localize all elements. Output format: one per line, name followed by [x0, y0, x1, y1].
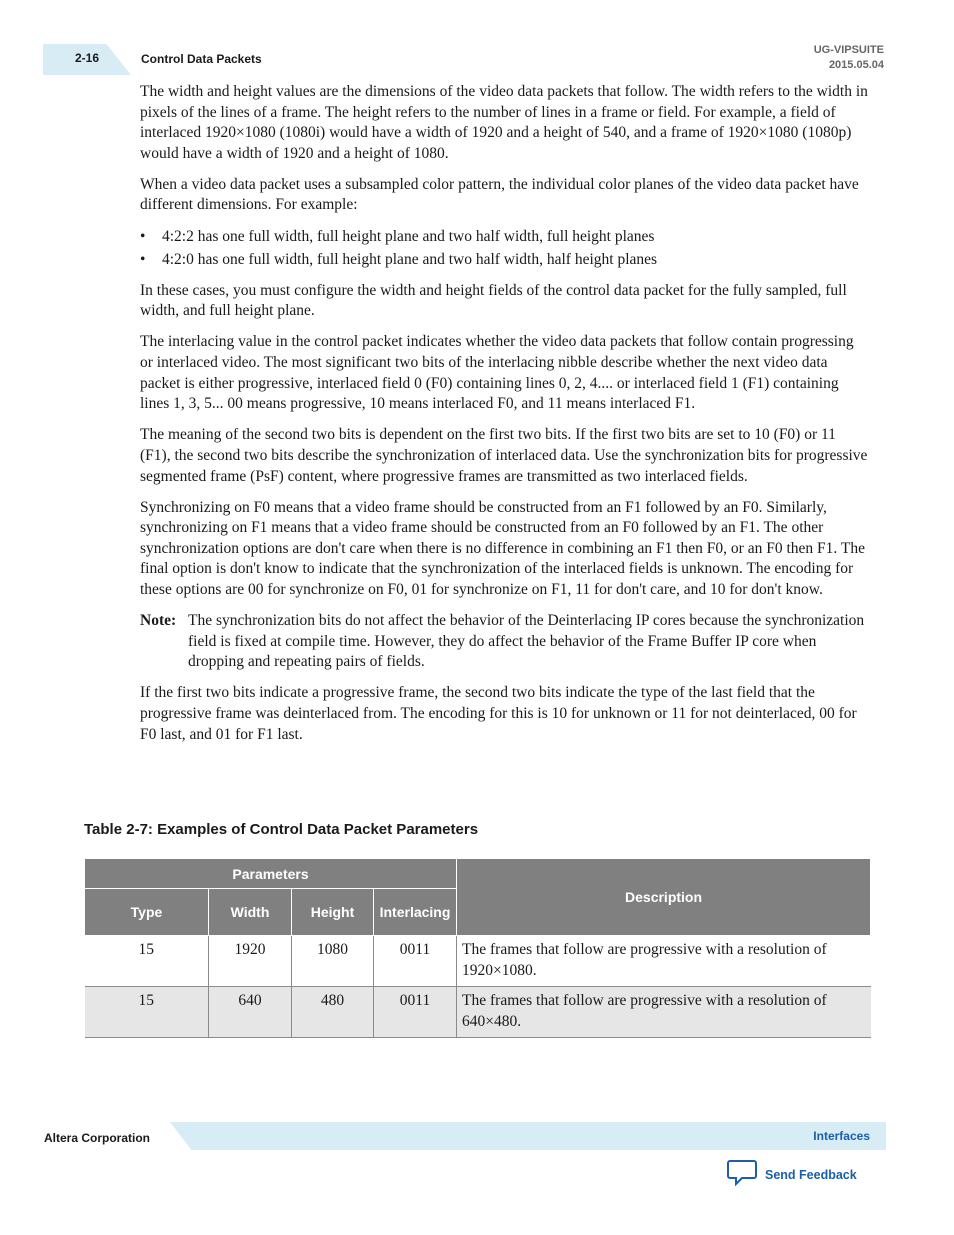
- footer-section-link[interactable]: Interfaces: [813, 1129, 870, 1143]
- paragraph: When a video data packet uses a subsampled color pattern, the individual color planes of the video data packet have different dimensions. For example:: [140, 175, 859, 214]
- column-header-type: Type: [85, 889, 209, 936]
- paragraph: The interlacing value in the control packet indicates whether the video data packets that follow contain progressing or interlaced video. The most significant two bits of the interlacing nibble describe whether the next video data packet is either progressive, interlaced field 0 (F0) containing lines 0, 2, 4.... or interlaced field 1 (F1) containing lines 1, 3, 5... 00 means progressive, 10 means interlaced F0, and 11 means interlaced F1.: [140, 333, 854, 413]
- list-item: [140, 250, 870, 271]
- note-text: The synchronization bits do not affect the behavior of the Deinterlacing IP cores because the synchronization field is fixed at compile time. However, they do affect the behavior of the Frame Buffer IP core when dropping and repeating pairs of fields.: [188, 612, 865, 671]
- paragraph: If the first two bits indicate a progressive frame, the second two bits indicate the type of the last field that the progressive frame was deinterlaced from. The encoding for this is 10 for unknown or 11 for not deinterlaced, 00 for F0 last, and 01 for F1 last.: [140, 684, 857, 743]
- doc-date: 2015.05.04: [828, 59, 884, 71]
- list-item-text: 4:2:2 has one full width, full height plane and two half width, full height planes: [162, 227, 655, 245]
- body-content: [140, 82, 870, 756]
- list-item-text: 4:2:0 has one full width, full height plane and two half width, half height planes: [162, 250, 658, 268]
- bullet-icon: •: [140, 227, 146, 245]
- list-item: [140, 227, 870, 248]
- bullet-icon: •: [140, 250, 146, 268]
- description-header: Description: [457, 859, 871, 936]
- cell-interlacing: 0011: [374, 936, 457, 987]
- footer-band: [170, 1122, 886, 1150]
- cell-height: 480: [292, 987, 374, 1038]
- paragraph: Synchronizing on F0 means that a video frame should be constructed from an F1 followed by an F0. Similarly, synchronizing on F1 means that a video frame should be constructed from an F0 followed by an F1. The other synchronization options are don't care when there is no difference in combining an F1 then F0, or an F0 then F1. The final option is don't know to indicate that the synchronization of the interlaced fields is unknown. The encoding for these options are 00 for synchronize on F0, 01 for synchronize on F1, 11 for don't care, and 10 for don't know.: [140, 498, 865, 598]
- cell-width: 640: [209, 987, 292, 1038]
- column-header-height: Height: [292, 889, 374, 936]
- paragraph: The meaning of the second two bits is dependent on the first two bits. If the first two bits are set to 10 (F0) or 11 (F1), the second two bits describe the synchronization of interlaced data. Use the synchronization bits for progressive segmented frame (PsF) content, where progressive frames are transmitted as two interlaced fields.: [140, 426, 868, 485]
- table-row: [85, 936, 871, 987]
- paragraph: In these cases, you must configure the width and height fields of the control data packet for the fully sampled, full width, and full height plane.: [140, 281, 847, 320]
- note: [140, 611, 870, 673]
- parameters-table: [84, 858, 871, 1038]
- send-feedback-button[interactable]: [727, 1159, 857, 1191]
- column-header-interlacing: Interlacing: [374, 889, 457, 936]
- doc-id-block: [814, 43, 884, 73]
- cell-type: 15: [85, 936, 209, 987]
- footer-company: Altera Corporation: [44, 1131, 151, 1145]
- speech-bubble-icon: [727, 1159, 757, 1191]
- bullet-list: [140, 227, 870, 271]
- cell-interlacing: 0011: [374, 987, 457, 1038]
- cell-description: The frames that follow are progressive with a resolution of 640×480.: [457, 987, 871, 1038]
- table-row: [85, 987, 871, 1038]
- doc-id: UG-VIPSUITE: [813, 44, 884, 56]
- send-feedback-label: Send Feedback: [765, 1168, 857, 1182]
- cell-height: 1080: [292, 936, 374, 987]
- cell-width: 1920: [209, 936, 292, 987]
- paragraph: The width and height values are the dimensions of the video data packets that follow. The width refers to the width in pixels of the lines of a frame. The height refers to the number of lines in a frame or field. For example, a field of interlaced 1920×1080 (1080i) would have a width of 1920 and a height of 540, and a frame of 1920×1080 (1080p) would have a width of 1920 and a height of 1080.: [140, 83, 868, 162]
- cell-description: The frames that follow are progressive with a resolution of 1920×1080.: [462, 941, 827, 979]
- section-title: Control Data Packets: [141, 52, 262, 66]
- note-label: Note:: [140, 612, 177, 630]
- column-header-width: Width: [209, 889, 292, 936]
- parameters-group-header: Parameters: [85, 859, 457, 889]
- page-number: 2-16: [75, 51, 100, 65]
- table-caption: Table 2-7: Examples of Control Data Packet Parameters: [84, 821, 479, 838]
- cell-type: 15: [85, 987, 209, 1038]
